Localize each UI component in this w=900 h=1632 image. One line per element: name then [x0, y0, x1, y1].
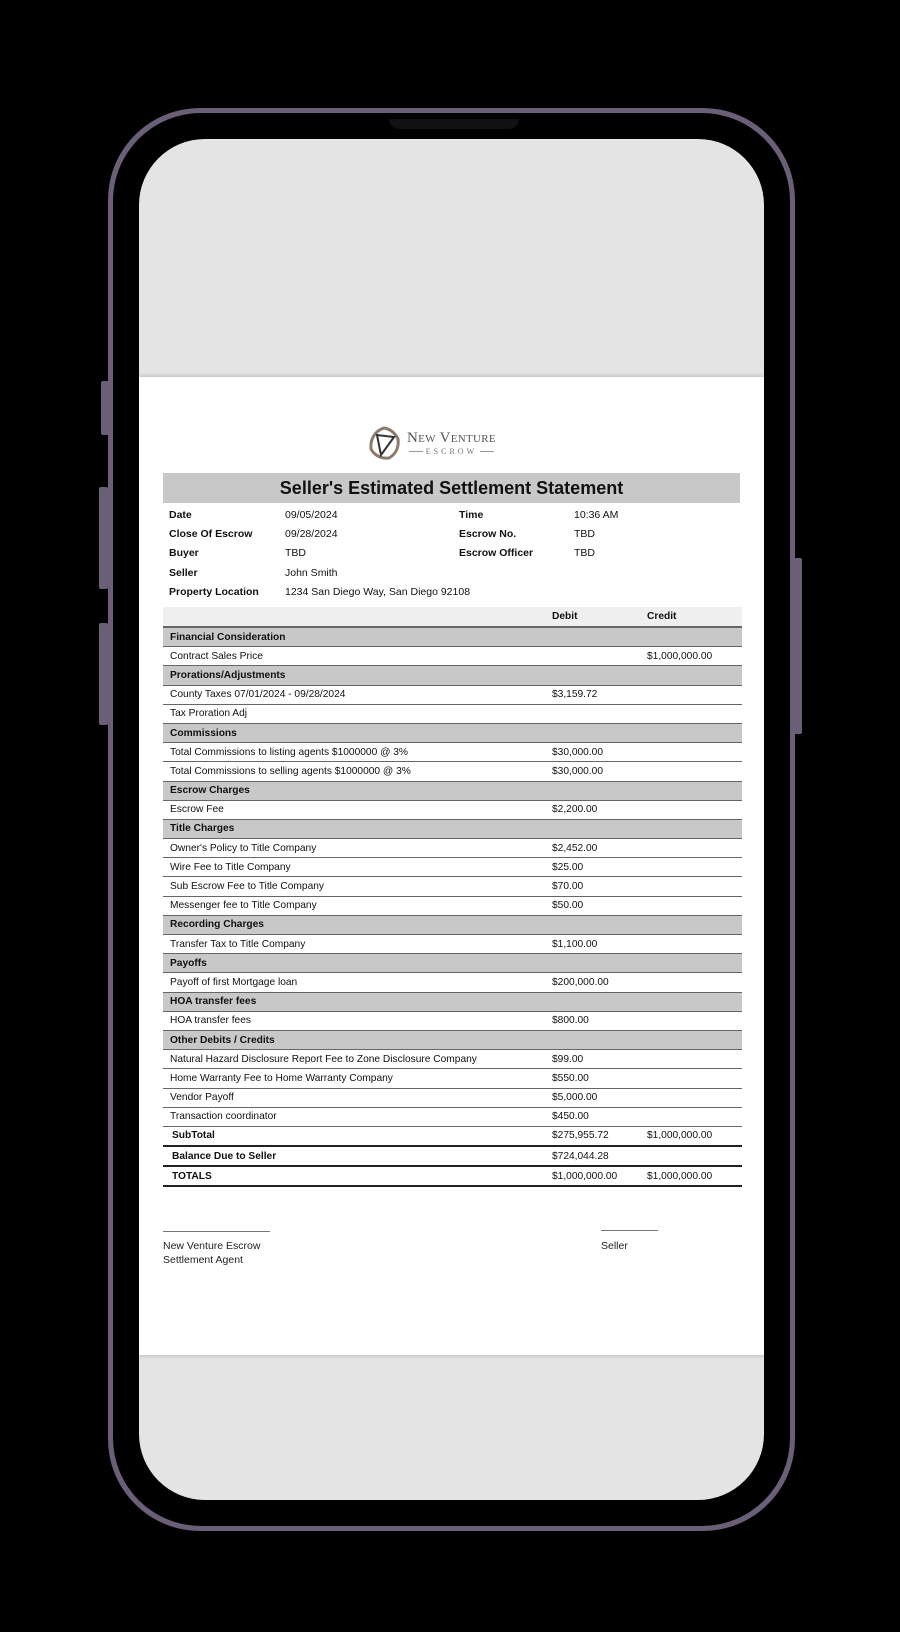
total-credit	[647, 1146, 742, 1166]
dynamic-island	[389, 119, 519, 129]
table-row	[163, 1011, 742, 1030]
total-row	[163, 1126, 742, 1146]
line-description: Total Commissions to listing agents $1000000 @ 3%	[163, 743, 552, 762]
line-description: County Taxes 07/01/2024 - 09/28/2024	[163, 685, 552, 704]
agent-role: Settlement Agent	[163, 1254, 243, 1266]
table-row	[163, 935, 742, 954]
line-description: Contract Sales Price	[163, 647, 552, 666]
info-label: Close Of Escrow	[169, 527, 253, 540]
info-label: Buyer	[169, 547, 199, 560]
info-value2: TBD	[574, 547, 595, 560]
section-name: Recording Charges	[163, 915, 742, 934]
total-debit: $1,000,000.00	[552, 1166, 647, 1186]
info-label2: Escrow No.	[459, 527, 517, 540]
section-header-row	[163, 954, 742, 973]
info-block	[169, 505, 740, 601]
info-value: 09/28/2024	[285, 527, 338, 540]
section-name: Commissions	[163, 723, 742, 742]
section-header-row	[163, 915, 742, 934]
logo-name: New Venture	[407, 430, 496, 446]
section-name: Title Charges	[163, 819, 742, 838]
line-credit	[647, 896, 742, 915]
line-description: Home Warranty Fee to Home Warranty Company	[163, 1069, 552, 1088]
total-label: SubTotal	[163, 1126, 552, 1146]
power-button[interactable]	[794, 558, 802, 734]
total-credit: $1,000,000.00	[647, 1126, 742, 1146]
info-value2: 10:36 AM	[574, 508, 619, 521]
table-header-row	[163, 607, 742, 627]
line-description: HOA transfer fees	[163, 1011, 552, 1030]
table-row	[163, 877, 742, 896]
info-label: Seller	[169, 566, 198, 579]
info-row	[169, 563, 740, 582]
col-description	[163, 607, 552, 627]
line-debit	[552, 647, 647, 666]
table-row	[163, 1050, 742, 1069]
total-label: TOTALS	[163, 1166, 552, 1186]
total-debit: $724,044.28	[552, 1146, 647, 1166]
company-logo	[367, 423, 496, 463]
table-row	[163, 839, 742, 858]
line-debit: $200,000.00	[552, 973, 647, 992]
line-debit: $25.00	[552, 858, 647, 877]
line-debit	[552, 704, 647, 723]
info-value: TBD	[285, 547, 306, 560]
phone-bezel	[113, 113, 790, 1526]
section-name: Financial Consideration	[163, 627, 742, 647]
section-name: HOA transfer fees	[163, 992, 742, 1011]
table-row	[163, 973, 742, 992]
total-credit: $1,000,000.00	[647, 1166, 742, 1186]
line-credit	[647, 1011, 742, 1030]
line-credit	[647, 839, 742, 858]
section-header-row	[163, 819, 742, 838]
table-row	[163, 743, 742, 762]
settlement-table	[163, 607, 742, 1187]
info-value: John Smith	[285, 566, 338, 579]
table-row	[163, 685, 742, 704]
line-credit	[647, 762, 742, 781]
line-description: Messenger fee to Title Company	[163, 896, 552, 915]
phone-frame	[108, 108, 795, 1531]
section-header-row	[163, 1030, 742, 1049]
section-header-row	[163, 627, 742, 647]
info-label: Date	[169, 508, 192, 521]
total-row	[163, 1166, 742, 1186]
line-description: Total Commissions to selling agents $1000000 @ 3%	[163, 762, 552, 781]
line-debit: $30,000.00	[552, 743, 647, 762]
line-description: Transaction coordinator	[163, 1107, 552, 1126]
section-name: Escrow Charges	[163, 781, 742, 800]
table-row	[163, 647, 742, 666]
logo-subtitle: ESCROW	[409, 447, 494, 456]
line-debit: $800.00	[552, 1011, 647, 1030]
section-header-row	[163, 723, 742, 742]
volume-up-button[interactable]	[99, 487, 108, 589]
table-row	[163, 1069, 742, 1088]
info-label2: Time	[459, 508, 484, 521]
line-credit	[647, 800, 742, 819]
line-credit	[647, 858, 742, 877]
agent-name: New Venture Escrow	[163, 1240, 261, 1252]
line-description: Transfer Tax to Title Company	[163, 935, 552, 954]
info-label2: Escrow Officer	[459, 547, 534, 560]
line-credit	[647, 935, 742, 954]
line-description: Payoff of first Mortgage loan	[163, 973, 552, 992]
line-debit: $2,452.00	[552, 839, 647, 858]
line-debit: $30,000.00	[552, 762, 647, 781]
section-name: Other Debits / Credits	[163, 1030, 742, 1049]
phone-screen	[139, 139, 764, 1500]
info-row	[169, 544, 740, 563]
line-credit	[647, 704, 742, 723]
volume-down-button[interactable]	[99, 623, 108, 725]
seller-signature-label: Seller	[601, 1240, 628, 1252]
line-debit: $99.00	[552, 1050, 647, 1069]
section-header-row	[163, 666, 742, 685]
triangle-logo-icon	[367, 425, 401, 461]
line-debit: $550.00	[552, 1069, 647, 1088]
line-debit: $70.00	[552, 877, 647, 896]
settlement-document[interactable]	[139, 377, 764, 1355]
col-debit: Debit	[552, 607, 647, 627]
agent-signature-line	[163, 1231, 270, 1232]
seller-signature-line	[601, 1230, 658, 1231]
line-description: Wire Fee to Title Company	[163, 858, 552, 877]
line-description: Escrow Fee	[163, 800, 552, 819]
line-description: Tax Proration Adj	[163, 704, 552, 723]
line-description: Owner's Policy to Title Company	[163, 839, 552, 858]
table-row	[163, 858, 742, 877]
info-value2: TBD	[574, 527, 595, 540]
line-description: Vendor Payoff	[163, 1088, 552, 1107]
info-row	[169, 505, 740, 524]
line-debit: $50.00	[552, 896, 647, 915]
table-row	[163, 1107, 742, 1126]
col-credit: Credit	[647, 607, 742, 627]
line-credit	[647, 877, 742, 896]
line-credit	[647, 973, 742, 992]
line-debit: $1,100.00	[552, 935, 647, 954]
section-name: Prorations/Adjustments	[163, 666, 742, 685]
info-label: Property Location	[169, 585, 259, 598]
line-debit: $2,200.00	[552, 800, 647, 819]
section-header-row	[163, 781, 742, 800]
document-title: Seller's Estimated Settlement Statement	[163, 473, 740, 503]
table-row	[163, 896, 742, 915]
total-row	[163, 1146, 742, 1166]
line-debit: $450.00	[552, 1107, 647, 1126]
total-debit: $275,955.72	[552, 1126, 647, 1146]
info-row	[169, 524, 740, 543]
info-row	[169, 582, 740, 601]
line-debit: $5,000.00	[552, 1088, 647, 1107]
line-description: Natural Hazard Disclosure Report Fee to Zone Disclosure Company	[163, 1050, 552, 1069]
total-label: Balance Due to Seller	[163, 1146, 552, 1166]
table-row	[163, 704, 742, 723]
line-credit	[647, 1050, 742, 1069]
line-debit: $3,159.72	[552, 685, 647, 704]
line-credit	[647, 1069, 742, 1088]
info-value: 09/05/2024	[285, 508, 338, 521]
table-row	[163, 800, 742, 819]
section-name: Payoffs	[163, 954, 742, 973]
line-credit: $1,000,000.00	[647, 647, 742, 666]
line-credit	[647, 1107, 742, 1126]
section-header-row	[163, 992, 742, 1011]
table-row	[163, 762, 742, 781]
line-description: Sub Escrow Fee to Title Company	[163, 877, 552, 896]
line-credit	[647, 743, 742, 762]
line-credit	[647, 1088, 742, 1107]
table-row	[163, 1088, 742, 1107]
info-value: 1234 San Diego Way, San Diego 92108	[285, 585, 471, 598]
line-credit	[647, 685, 742, 704]
